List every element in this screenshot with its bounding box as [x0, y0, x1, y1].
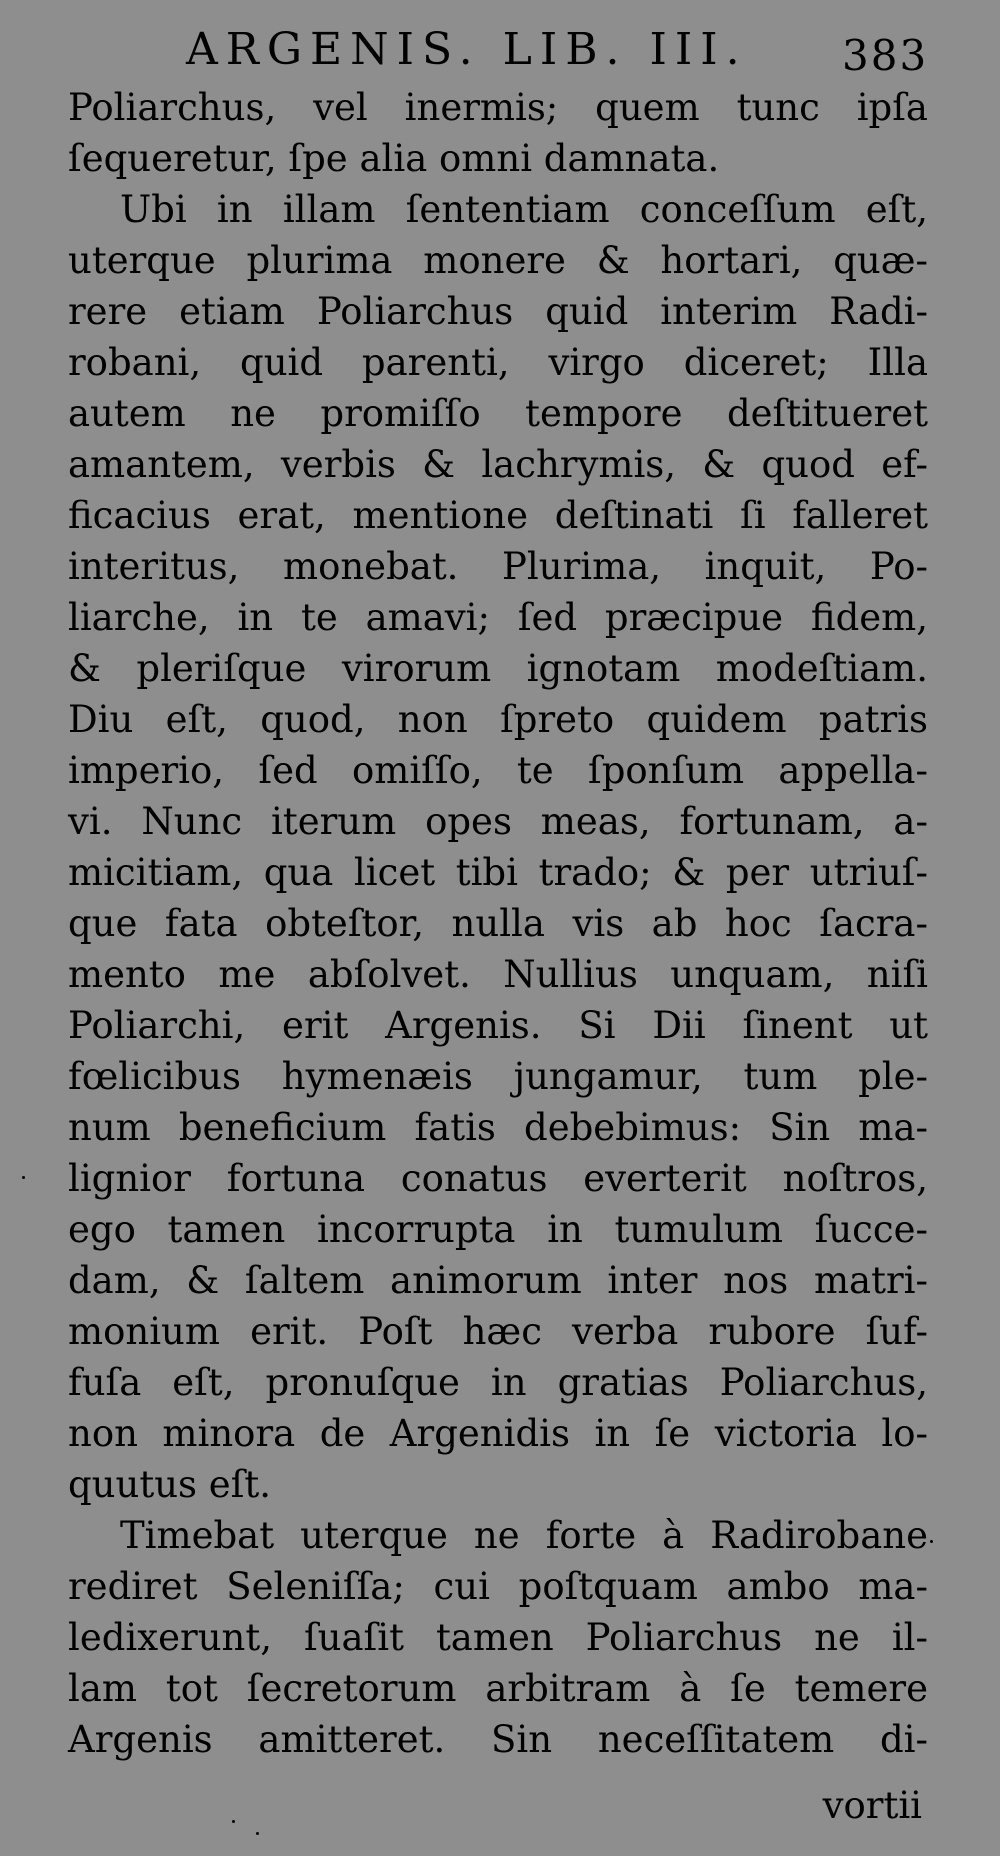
- text-line: rere etiam Poliarchus quid interim Radi-: [68, 290, 928, 333]
- text-line: lignior fortuna conatus everterit noſtros,: [68, 1157, 928, 1200]
- text-line: ego tamen incorrupta in tumulum ſucce-: [68, 1208, 928, 1251]
- page-number: 383: [842, 31, 929, 80]
- text-line: non minora de Argenidis in ſe victoria lo-: [68, 1412, 928, 1455]
- text-line: robani, quid parenti, virgo diceret; Illa: [68, 341, 928, 384]
- text-line: num beneficium fatis debebimus: Sin ma-: [68, 1106, 928, 1149]
- text-line: vi. Nunc iterum opes meas, fortunam, a-: [68, 800, 928, 843]
- ink-speck: [930, 1540, 933, 1543]
- text-line: Timebat uterque ne forte à Radirobane: [120, 1514, 928, 1557]
- body-text: [68, 82, 928, 1765]
- text-line: que fata obteſtor, nulla vis ab hoc ſacra-: [68, 902, 928, 945]
- text-line: ſequeretur, ſpe alia omni damnata.: [68, 137, 720, 180]
- page-header: [0, 20, 1000, 80]
- ink-speck: [232, 1820, 235, 1823]
- text-line: amantem, verbis & lachrymis, & quod ef-: [68, 443, 928, 486]
- text-line: autem ne promiſſo tempore deſtitueret: [68, 392, 928, 435]
- text-line: quutus eſt.: [68, 1463, 272, 1506]
- text-line: monium erit. Poſt hæc verba rubore ſuf-: [68, 1310, 928, 1353]
- text-line: micitiam, qua licet tibi trado; & per utriuſ-: [68, 851, 928, 894]
- text-line: Poliarchi, erit Argenis. Si Dii ſinent ut: [68, 1004, 928, 1047]
- text-line: ficacius erat, mentione deſtinati ſi falleret: [68, 494, 928, 537]
- text-line: imperio, ſed omiſſo, te ſponſum appella-: [68, 749, 928, 792]
- ink-speck: [22, 1176, 25, 1179]
- page-footer: [0, 1776, 1000, 1836]
- text-line: rediret Seleniſſa; cui poſtquam ambo ma-: [68, 1565, 928, 1608]
- catchword: vortii: [822, 1784, 922, 1827]
- text-line: liarche, in te amavi; ſed præcipue fidem,: [68, 596, 928, 639]
- text-line: & pleriſque virorum ignotam modeſtiam.: [68, 647, 928, 690]
- ink-speck: [256, 1832, 259, 1835]
- running-title: ARGENIS. LIB. III.: [186, 24, 748, 75]
- text-line: fuſa eſt, pronuſque in gratias Poliarchus,: [68, 1361, 928, 1404]
- text-line: uterque plurima monere & hortari, quæ-: [68, 239, 928, 282]
- text-line: dam, & ſaltem animorum inter nos matri-: [68, 1259, 928, 1302]
- text-line: Ubi in illam ſententiam conceſſum eſt,: [120, 188, 928, 231]
- text-line: fœlicibus hymenæis jungamur, tum ple-: [68, 1055, 928, 1098]
- text-line: Diu eſt, quod, non ſpreto quidem patris: [68, 698, 928, 741]
- text-line: ledixerunt, ſuaſit tamen Poliarchus ne il-: [68, 1616, 928, 1659]
- text-line: Poliarchus, vel inermis; quem tunc ipſa: [68, 86, 928, 129]
- text-line: lam tot ſecretorum arbitram à ſe temere: [68, 1667, 928, 1710]
- text-line: interitus, monebat. Plurima, inquit, Po-: [68, 545, 928, 588]
- text-line: Argenis amitteret. Sin neceſſitatem di-: [68, 1718, 928, 1761]
- text-line: mento me abſolvet. Nullius unquam, niſi: [68, 953, 928, 996]
